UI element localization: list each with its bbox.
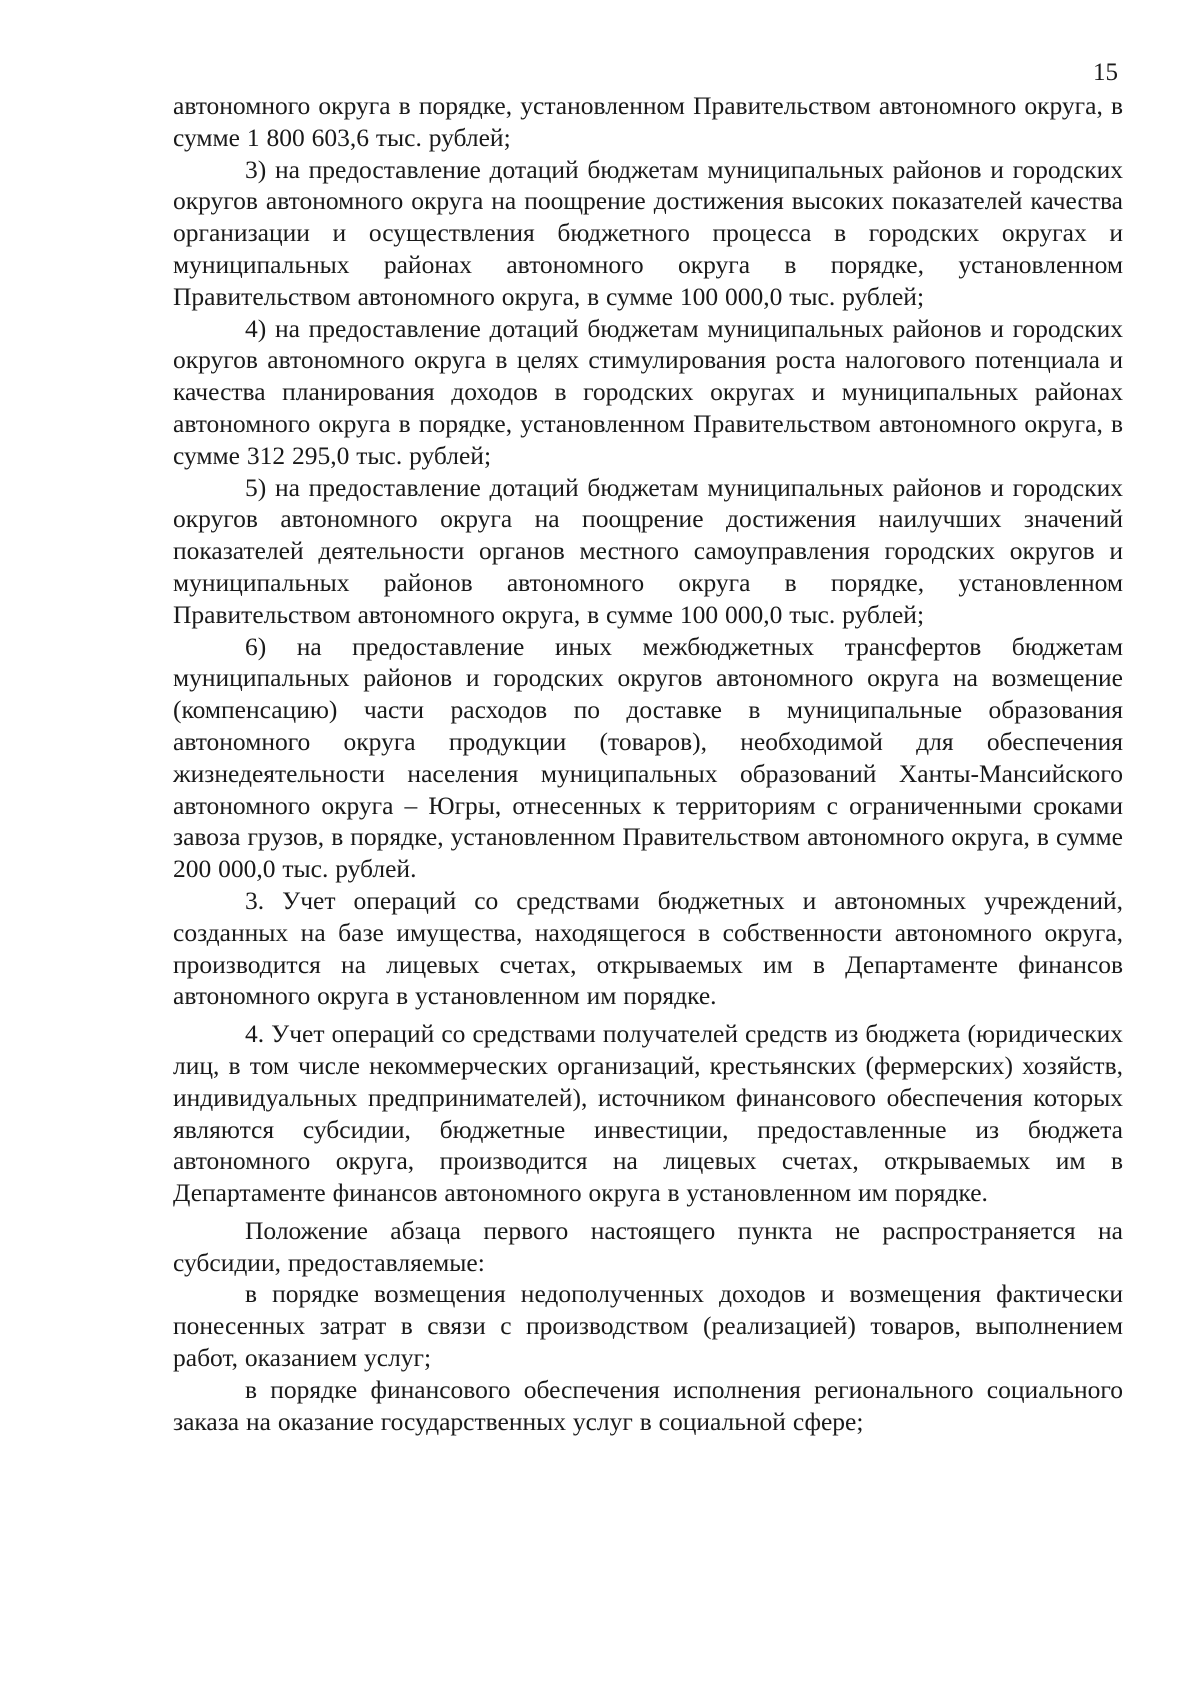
paragraph-item-6: 6) на предоставление иных межбюджетных трансфертов бюджетам муниципальных районов и городских округов автономного округа на возмещение (компенсацию) части расходов по доставке в муниципальные образования автономного округа продукции (товаров), необходимой для обеспечения жизнедеятельности населения муниципальных образований Ханты-Мансийского автономного округа – Югры, отнесенных к территориям с ограниченными сроками завоза грузов, в порядке, установленном Правительством автономного округа, в сумме 200 000,0 тыс. рублей. <box>173 631 1123 884</box>
paragraph-continuation: автономного округа в порядке, установленном Правительством автономного округа, в сумме 1 800 603,6 тыс. рублей; <box>173 91 1123 152</box>
paragraph-item-3: 3) на предоставление дотаций бюджетам муниципальных районов и городских округов автономного округа на поощрение достижения высоких показателей качества организации и осуществления бюджетного процесса в городских округах и муниципальных районах автономного округа в порядке, установленном Правительством автономного округа, в сумме 100 000,0 тыс. рублей; <box>173 154 1123 311</box>
page-number: 15 <box>1093 59 1118 86</box>
paragraph-section-4: 4. Учет операций со средствами получателей средств из бюджета (юридических лиц, в том числе некоммерческих организаций, крестьянских (фермерских) хозяйств, индивидуальных предпринимателей), источником финансового обеспечения которых являются субсидии, бюджетные инвестиции, предоставленные из бюджета автономного округа, производится на лицевых счетах, открываемых им в Департаменте финансов автономного округа в установленном им порядке. <box>173 1019 1123 1208</box>
paragraph-case-2: в порядке финансового обеспечения исполнения регионального социального заказа на оказание государственных услуг в социальной сфере; <box>173 1374 1123 1436</box>
paragraph-section-3: 3. Учет операций со средствами бюджетных и автономных учреждений, созданных на базе имущества, находящегося в собственности автономного округа, производится на лицевых счетах, открываемых им в Департаменте финансов автономного округа в установленном им порядке. <box>173 885 1123 1011</box>
paragraph-case-1: в порядке возмещения недополученных доходов и возмещения фактически понесенных затрат в связи с производством (реализацией) товаров, выполнением работ, оказанием услуг; <box>173 1279 1123 1373</box>
paragraph-provision: Положение абзаца первого настоящего пункта не распространяется на субсидии, предоставляемые: <box>173 1215 1123 1277</box>
document-body <box>173 90 1123 1437</box>
paragraph-item-5: 5) на предоставление дотаций бюджетам муниципальных районов и городских округов автономного округа на поощрение достижения наилучших значений показателей деятельности органов местного самоуправления городских округов и муниципальных районов автономного округа в порядке, установленном Правительством автономного округа, в сумме 100 000,0 тыс. рублей; <box>173 472 1123 629</box>
paragraph-item-4: 4) на предоставление дотаций бюджетам муниципальных районов и городских округов автономного округа в целях стимулирования роста налогового потенциала и качества планирования доходов в городских округах и муниципальных районах автономного округа в порядке, установленном Правительством автономного округа, в сумме 312 295,0 тыс. рублей; <box>173 313 1123 470</box>
